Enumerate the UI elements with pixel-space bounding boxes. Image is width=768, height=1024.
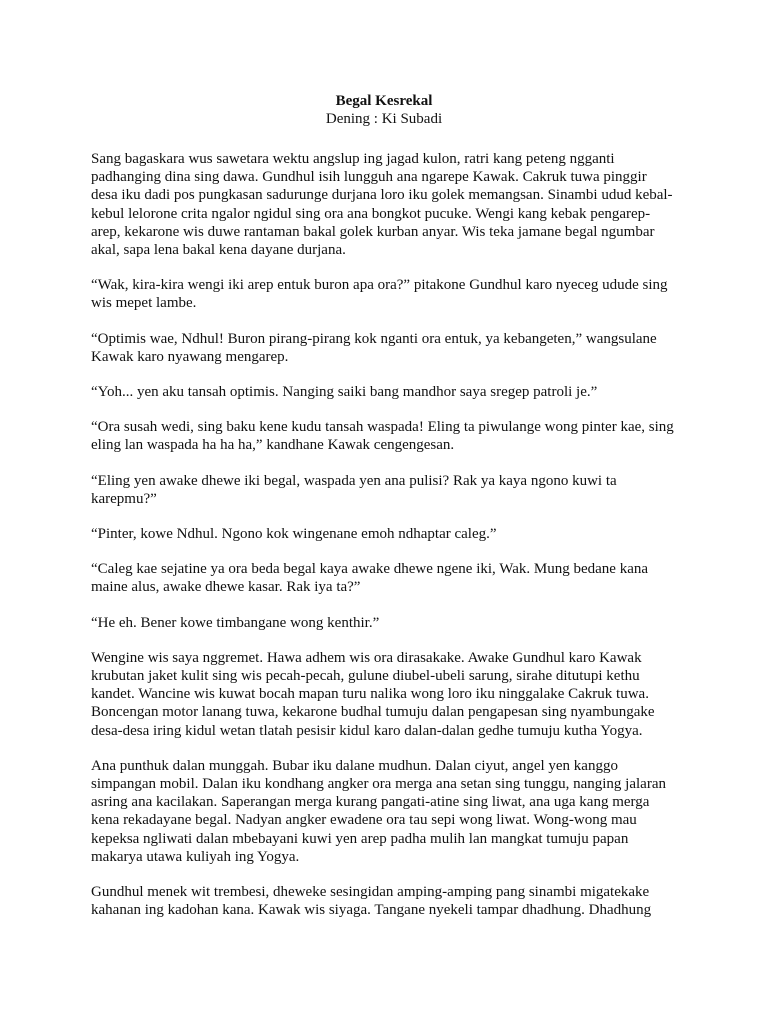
text-line: desa iku dadi pos pungkasan sadurunge durjana loro iku golek memangsan. Sinambi udud kebal- xyxy=(91,187,673,204)
paragraph xyxy=(91,883,691,919)
paragraph xyxy=(91,383,691,401)
text-line: kandet. Wancine wis kuwat bocah mapan turu nalika wong loro iku ninggalake Cakruk tuwa. xyxy=(91,686,649,703)
text-line: Boncengan motor lanang tuwa, kekarone budhal tumuju dalan pengapesan sing nyambungake xyxy=(91,704,655,721)
text-line: kena rekadayane begal. Nadyan angker ewadene ora tau sepi wong liwat. Wong-wong mau xyxy=(91,812,637,829)
text-line: “Pinter, kowe Ndhul. Ngono kok wingenane emoh ndhaptar caleg.” xyxy=(91,526,497,543)
text-line: asring ana kacilakan. Saperangan merga kurang pangati-atine sing liwat, ana uga kang merga xyxy=(91,794,650,811)
text-line: arep, kekarone wis duwe rantaman bakal golek kurban anyar. Wis teka jamane begal ngumbar xyxy=(91,223,655,240)
paragraph xyxy=(91,614,691,632)
text-line: krubutan jaket kulit sing wis pecah-pecah, gulune diubel-ubeli sarung, sirahe ditutupi kethu xyxy=(91,668,640,685)
text-line: “Ora susah wedi, sing baku kene kudu tansah waspada! Eling ta piwulange wong pinter kae, sing xyxy=(91,419,674,436)
text-line: Gundhul menek wit trembesi, dheweke sesingidan amping-amping pang sinambi migatekake xyxy=(91,884,650,901)
text-line: “Optimis wae, Ndhul! Buron pirang-pirang kok nganti ora entuk, ya kebangeten,” wangsulane xyxy=(91,330,657,347)
text-line: kebul lelorone crita ngalor ngidul sing ora ana bongkot pucuke. Wengi kang kebak pengarep- xyxy=(91,205,651,222)
text-line: Kawak karo nyawang mengarep. xyxy=(91,348,289,365)
text-line: eling lan waspada ha ha ha,” kandhane Kawak cengengesan. xyxy=(91,437,455,454)
text-line: wis mepet lambe. xyxy=(91,295,197,312)
text-line: “Eling yen awake dhewe iki begal, waspada yen ana pulisi? Rak ya kaya ngono kuwi ta xyxy=(91,472,617,489)
document-title: Begal Kesrekal xyxy=(335,93,433,109)
text-line: makarya utawa kuliyah ing Yogya. xyxy=(91,848,300,865)
text-line: Wengine wis saya nggremet. Hawa adhem wis ora dirasakake. Awake Gundhul karo Kawak xyxy=(91,649,642,666)
paragraph xyxy=(91,525,691,543)
paragraph xyxy=(91,150,691,259)
text-line: “Yoh... yen aku tansah optimis. Nanging saiki bang mandhor saya sregep patroli je.” xyxy=(91,384,598,401)
paragraph xyxy=(91,757,691,866)
document-body xyxy=(91,150,691,937)
text-line: “He eh. Bener kowe timbangane wong kenthir.” xyxy=(91,614,380,631)
text-line: simpangan mobil. Dalan iku kondhang angker ora merga ana setan sing tunggu, nanging jalaran xyxy=(91,776,666,793)
text-line: akal, sapa lena bakal kena dayane durjana. xyxy=(91,242,346,259)
text-line: kahanan ing kadohan kana. Kawak wis siyaga. Tangane nyekeli tampar dhadhung. Dhadhung xyxy=(91,902,652,919)
text-line: kepeksa ngliwati dalan mbebayani kuwi yen arep padha mulih lan mangkat tumuju papan xyxy=(91,830,629,847)
text-line: Ana punthuk dalan munggah. Bubar iku dalane mudhun. Dalan ciyut, angel yen kanggo xyxy=(91,757,618,774)
text-line: “Caleg kae sejatine ya ora beda begal kaya awake dhewe ngene iki, Wak. Mung bedane kana xyxy=(91,561,649,578)
text-line: padhanging dina sing dawa. Gundhul isih lungguh ana ngarepe Kawak. Cakruk tuwa pinggir xyxy=(91,169,647,186)
paragraph xyxy=(91,472,691,508)
paragraph xyxy=(91,330,691,366)
text-line: desa-desa iring kidul wetan tlatah pesisir kidul karo dalan-dalan gedhe tumuju kutha Yogya. xyxy=(91,722,643,739)
text-line: karepmu?” xyxy=(91,490,157,507)
text-line: Sang bagaskara wus sawetara wektu angslup ing jagad kulon, ratri kang peteng ngganti xyxy=(91,151,615,167)
document-byline: Dening : Ki Subadi xyxy=(325,111,443,127)
paragraph xyxy=(91,276,691,312)
paragraph xyxy=(91,649,691,740)
paragraph xyxy=(91,418,691,454)
paragraph xyxy=(91,560,691,596)
text-line: maine alus, awake dhewe kasar. Rak iya ta?” xyxy=(91,579,361,596)
text-line: “Wak, kira-kira wengi iki arep entuk buron apa ora?” pitakone Gundhul karo nyeceg udude sing xyxy=(91,277,668,294)
